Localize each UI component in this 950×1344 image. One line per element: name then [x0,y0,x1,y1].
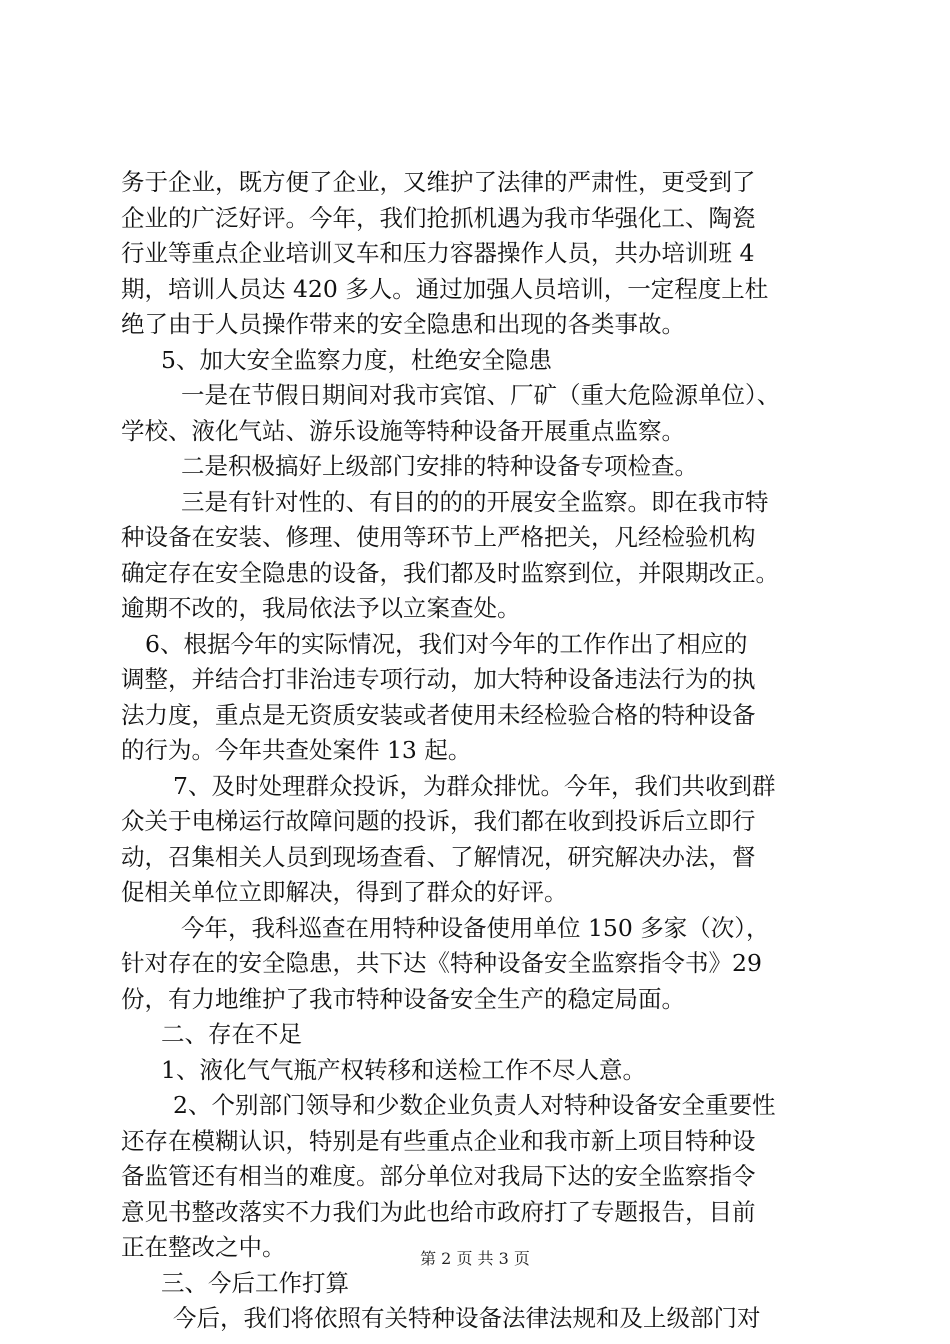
text-line: 动，召集相关人员到现场查看、了解情况，研究解决办法，督 [121,842,756,871]
text-line: 三是有针对性的、有目的的的开展安全监察。即在我市特 [181,487,769,516]
text-line: 正在整改之中。 [121,1233,286,1261]
text-line: 份，有力地维护了我市特种设备安全生产的稳定局面。 [121,984,685,1013]
text-line: 今年，我科巡查在用特种设备使用单位 150 多家（次）， [181,913,770,942]
page-number-label: 第 2 页 共 3 页 [420,1249,530,1268]
section-heading: 三、今后工作打算 [161,1268,349,1297]
text-line: 还存在模糊认识，特别是有些重点企业和我市新上项目特种设 [121,1126,756,1155]
text-line: 种设备在安装、修理、使用等环节上严格把关，凡经检验机构 [121,523,756,551]
text-line: 7、及时处理群众投诉，为群众排忧。今年，我们共收到群 [173,771,776,800]
text-line: 务于企业，既方便了企业，又维护了法律的严肃性，更受到了 [121,168,756,196]
text-line: 法力度，重点是无资质安装或者使用未经检验合格的特种设备 [121,700,756,729]
section-heading: 二、存在不足 [161,1020,302,1048]
text-line: 今后，我们将依照有关特种设备法律法规和及上级部门对 [173,1304,761,1332]
page-footer [0,1246,950,1269]
text-line: 调整，并结合打非治违专项行动，加大特种设备违法行为的执 [121,665,756,693]
text-line: 促相关单位立即解决，得到了群众的好评。 [121,878,568,906]
text-line: 绝了由于人员操作带来的安全隐患和出现的各类事故。 [121,310,685,338]
text-line: 行业等重点企业培训叉车和压力容器操作人员，共办培训班 4 [121,239,755,267]
text-line: 确定存在安全隐患的设备，我们都及时监察到位，并限期改正。 [121,558,779,587]
text-line: 众关于电梯运行故障问题的投诉，我们都在收到投诉后立即行 [121,807,756,835]
text-line: 二是积极搞好上级部门安排的特种设备专项检查。 [181,452,698,480]
text-line: 意见书整改落实不力我们为此也给市政府打了专题报告，目前 [121,1197,756,1226]
text-line: 逾期不改的，我局依法予以立案查处。 [121,594,521,622]
text-line: 一是在节假日期间对我市宾馆、厂矿（重大危险源单位）、 [181,381,781,409]
text-line: 2、个别部门领导和少数企业负责人对特种设备安全重要性 [173,1091,776,1119]
text-line: 的行为。今年共查处案件 13 起。 [121,736,472,764]
text-line: 1、液化气气瓶产权转移和送检工作不尽人意。 [161,1055,646,1084]
text-line: 6、根据今年的实际情况，我们对今年的工作作出了相应的 [145,629,748,658]
text-line: 期，培训人员达 420 多人。通过加强人员培训，一定程度上杜 [121,274,769,303]
text-line: 备监管还有相当的难度。部分单位对我局下达的安全监察指令 [121,1162,756,1190]
text-line: 针对存在的安全隐患，共下达《特种设备安全监察指令书》29 [121,949,762,977]
document-body [121,165,833,1337]
section-heading: 5、加大安全监察力度，杜绝安全隐患 [161,345,552,374]
text-line: 企业的广泛好评。今年，我们抢抓机遇为我市华强化工、陶瓷 [121,203,756,232]
text-line: 学校、液化气站、游乐设施等特种设备开展重点监察。 [121,416,685,445]
